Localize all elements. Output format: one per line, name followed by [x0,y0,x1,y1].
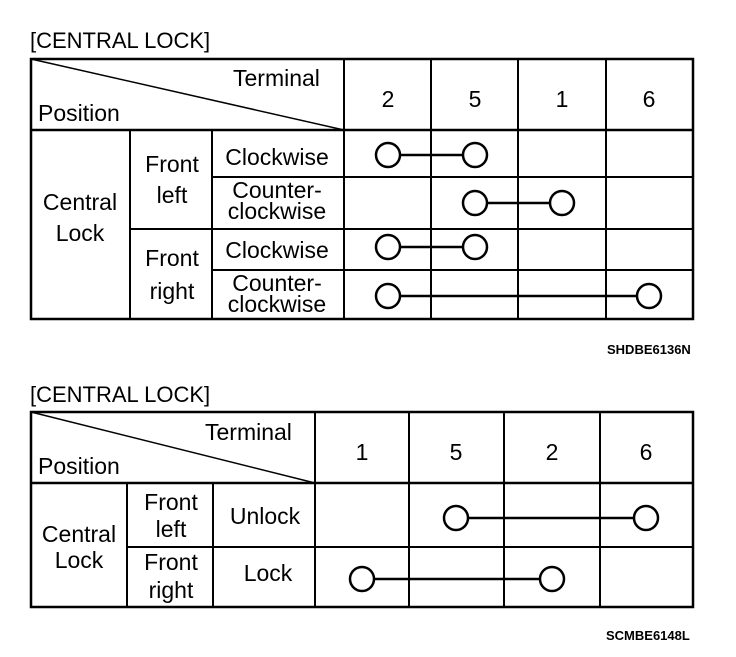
table1-direction-label: Counter- [232,177,322,203]
table1-direction-label: Clockwise [225,144,329,170]
table2-action-label: Unlock [229,503,301,529]
table2-figure-code: SCMBE6148L [606,628,690,643]
table1-side-label: Front [145,151,199,177]
table1-terminal-1-node [550,191,574,215]
table1-terminal-2-node [376,235,400,259]
table1-direction-label: clockwise [227,291,327,317]
table2-terminal-6-node [634,506,658,530]
table1-terminal-5-node [463,191,487,215]
table1-direction-label: Counter- [232,270,322,296]
table1-side-label: right [149,278,195,304]
table1-group-label: Central [42,189,118,215]
table2-side-label: right [148,577,194,603]
table2-terminal-2-node [540,567,564,591]
table1-terminal-label: 2 [381,86,395,112]
table2-terminal-1-node [350,567,374,591]
table1-terminal-label: 5 [468,86,482,112]
table1-terminal-6-node [637,284,661,308]
table2-side-label: Front [144,489,198,515]
table1-terminal-label: 6 [642,86,656,112]
table2-terminal-label: 5 [449,439,463,465]
table2-terminal-label: 2 [545,439,559,465]
table1-terminal-5-node [463,143,487,167]
table1-side-label: Front [145,245,199,271]
table1-figure-code: SHDBE6136N [607,342,691,357]
table2-heading: [CENTRAL LOCK] [30,382,211,407]
table1-direction-label: clockwise [227,198,327,224]
table2-terminal-header: Terminal [205,419,292,445]
table1-terminal-header: Terminal [233,65,320,91]
table1-grid [31,59,693,319]
table2-terminal-label: 6 [639,439,653,465]
table1-position-header: Position [38,100,120,126]
table1-terminal-2-node [376,284,400,308]
table1-terminal-5-node [463,235,487,259]
table2-action-label: Lock [243,560,293,586]
table1-terminal-label: 1 [555,86,569,112]
table2-group-label: Central [41,521,117,547]
table1-terminal-2-node [376,143,400,167]
table1-side-label: left [156,182,188,208]
table1-heading: [CENTRAL LOCK] [30,28,211,53]
table1-group-label: Lock [55,220,105,246]
table2-terminal-label: 1 [355,439,369,465]
table2-group-label: Lock [54,547,104,573]
table2-side-label: left [155,516,187,542]
table1-direction-label: Clockwise [225,237,329,263]
table2-position-header: Position [38,453,120,479]
table2-side-label: Front [144,549,198,575]
table2-terminal-5-node [444,506,468,530]
